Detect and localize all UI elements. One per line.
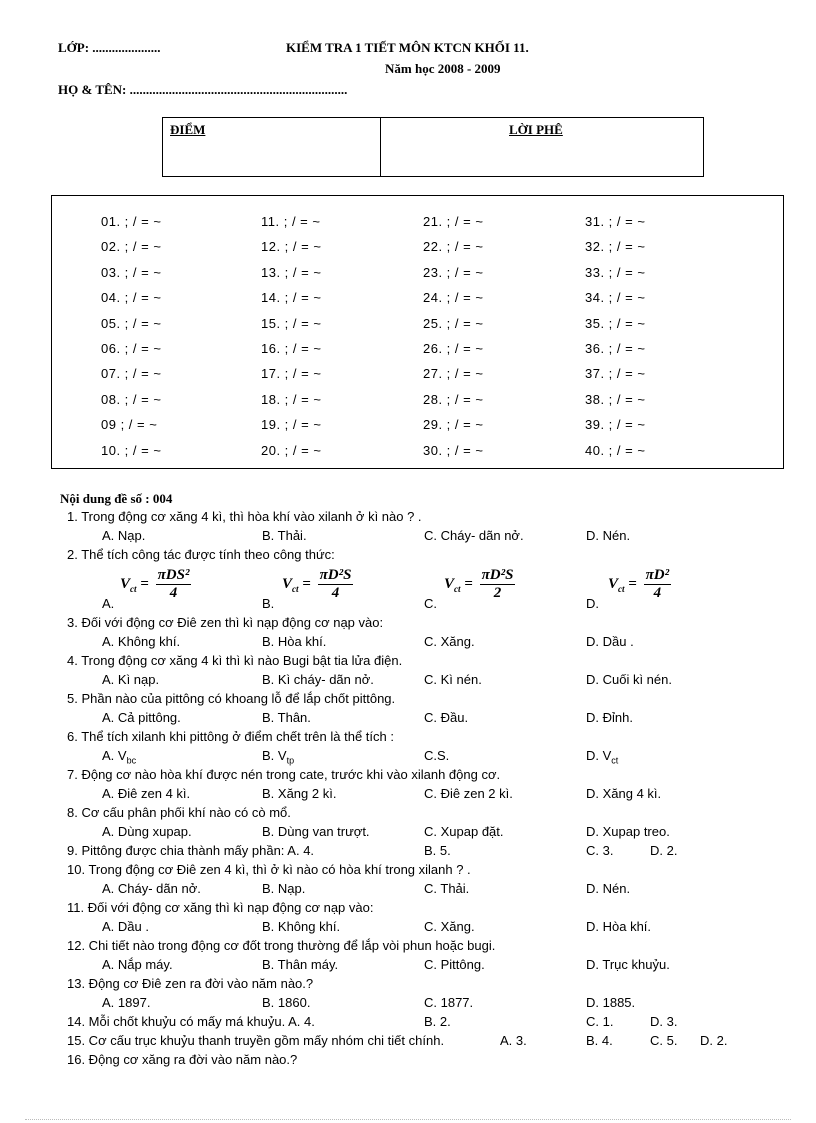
answer-cell: 35. ; / = ~ xyxy=(585,315,646,331)
answer-cell: 05. ; / = ~ xyxy=(101,315,162,331)
answer-cell: 06. ; / = ~ xyxy=(101,340,162,356)
answer-cell: 21. ; / = ~ xyxy=(423,214,484,229)
q6-option-b: B. $V_{tp}$ xyxy=(262,748,295,766)
question-5: 5. Phần nào của pittông có khoang lỗ để lắp chốt pittông. xyxy=(67,691,396,706)
answer-cell: 17. ; / = ~ xyxy=(261,366,322,382)
q2-option-b: B. xyxy=(262,596,275,611)
answer-cell: 25. ; / = ~ xyxy=(423,315,484,331)
answer-column-2 xyxy=(261,214,321,468)
q12-option-c: C. Pittông. xyxy=(424,957,485,972)
q13-option-b: B. 1860. xyxy=(262,995,311,1010)
q15-option-c: C. 5. xyxy=(650,1033,678,1048)
q3-option-a: A. Không khí. xyxy=(102,634,181,649)
question-3: 3. Đối với động cơ Điê zen thì kì nạp động cơ nạp vào: xyxy=(67,615,384,630)
q12-option-b: B. Thân máy. xyxy=(262,957,339,972)
q10-option-a: A. Cháy- dãn nở. xyxy=(102,881,201,896)
q12-option-a: A. Nắp máy. xyxy=(102,957,173,972)
q8-option-a: A. Dùng xupap. xyxy=(102,824,192,839)
question-11: 11. Đối với động cơ xăng thì kì nạp động cơ nạp vào: xyxy=(67,900,374,915)
q10-option-b: B. Nạp. xyxy=(262,881,306,896)
answer-column-1 xyxy=(101,214,161,468)
q13-option-d: D. 1885. xyxy=(586,995,636,1010)
exam-code: Nội dung đề số : 004 xyxy=(60,491,173,506)
q4-option-a: A. Kì nạp. xyxy=(102,672,160,687)
q9-option-d: D. 2. xyxy=(650,843,678,858)
q1-option-d: D. Nén. xyxy=(586,528,631,543)
answer-cell: 39. ; / = ~ xyxy=(585,417,646,433)
q2-option-c: C. xyxy=(424,596,437,611)
answer-column-3 xyxy=(423,214,483,468)
q7-option-b: B. Xăng 2 kì. xyxy=(262,786,337,801)
q7-option-d: D. Xăng 4 kì. xyxy=(586,786,662,801)
answer-cell: 19. ; / = ~ xyxy=(261,417,322,433)
answer-cell: 14. ; / = ~ xyxy=(261,290,322,306)
q14-option-d: D. 3. xyxy=(650,1014,678,1029)
q11-option-b: B. Không khí. xyxy=(262,919,341,934)
q6-option-d: D. $V_{ct}$ xyxy=(586,748,619,766)
formula-c: $V_{ct}$ = $\frac{\text{πD²S}}{2}$ xyxy=(444,567,514,601)
answer-cell: 10. ; / = ~ xyxy=(101,442,162,458)
score-label: ĐIỂM xyxy=(170,122,206,137)
q5-option-c: C. Đầu. xyxy=(424,710,469,725)
q15-option-b: B. 4. xyxy=(586,1033,613,1048)
answer-cell: 27. ; / = ~ xyxy=(423,366,484,382)
answer-cell: 08. ; / = ~ xyxy=(101,391,162,407)
formula-b: $V_{ct}$ = $\frac{\text{πD²S}}{4}$ xyxy=(282,567,352,601)
q3-option-c: C. Xăng. xyxy=(424,634,475,649)
answer-cell: 33. ; / = ~ xyxy=(585,264,646,280)
comment-label: LỜI PHÊ xyxy=(509,122,563,137)
q7-option-a: A. Điê zen 4 kì. xyxy=(102,786,191,801)
q15-option-d: D. 2. xyxy=(700,1033,728,1048)
q5-option-a: A. Cả pittông. xyxy=(102,710,181,725)
q1-option-a: A. Nạp. xyxy=(102,528,146,543)
question-13: 13. Động cơ Điê zen ra đời vào năm nào.? xyxy=(67,976,314,991)
formula-d: $V_{ct}$ = $\frac{\text{πD²}}{4}$ xyxy=(608,567,670,601)
grade-box-divider xyxy=(380,118,381,176)
q14-option-c: C. 1. xyxy=(586,1014,614,1029)
q1-option-b: B. Thải. xyxy=(262,528,307,543)
answer-cell: 12. ; / = ~ xyxy=(261,239,322,255)
q4-option-d: D. Cuối kì nén. xyxy=(586,672,672,687)
q2-option-a: A. xyxy=(102,596,115,611)
q6-option-a: A. $V_{bc}$ xyxy=(102,748,137,766)
question-7: 7. Động cơ nào hòa khí được nén trong cate, trước khi vào xilanh động cơ. xyxy=(67,767,501,782)
q10-option-c: C. Thải. xyxy=(424,881,470,896)
answer-cell: 18. ; / = ~ xyxy=(261,391,322,407)
q11-option-a: A. Dầu . xyxy=(102,919,149,934)
grade-box xyxy=(162,117,704,177)
name-label: HỌ & TÊN: ................................................................... xyxy=(58,82,348,97)
answer-cell: 38. ; / = ~ xyxy=(585,391,646,407)
answer-cell: 03. ; / = ~ xyxy=(101,264,162,280)
answer-cell: 20. ; / = ~ xyxy=(261,442,322,458)
q6-option-c: C.S. xyxy=(424,748,450,763)
answer-cell: 28. ; / = ~ xyxy=(423,391,484,407)
question-9: 9. Pittông được chia thành mấy phần: A. 4. xyxy=(67,843,315,858)
answer-grid xyxy=(51,195,784,469)
answer-cell: 22. ; / = ~ xyxy=(423,239,484,255)
q4-option-b: B. Kì cháy- dãn nở. xyxy=(262,672,374,687)
q7-option-c: C. Điê zen 2 kì. xyxy=(424,786,513,801)
answer-cell: 23. ; / = ~ xyxy=(423,264,484,280)
question-4: 4. Trong động cơ xăng 4 kì thì kì nào Bugi bật tia lửa điện. xyxy=(67,653,403,668)
q15-option-a: A. 3. xyxy=(500,1033,527,1048)
answer-cell: 15. ; / = ~ xyxy=(261,315,322,331)
q8-option-d: D. Xupap treo. xyxy=(586,824,670,839)
answer-cell: 09 ; / = ~ xyxy=(101,417,158,433)
answer-cell: 29. ; / = ~ xyxy=(423,417,484,433)
page-bottom-rule xyxy=(25,1119,791,1120)
answer-column-4 xyxy=(585,214,645,468)
answer-cell: 13. ; / = ~ xyxy=(261,264,322,280)
q4-option-c: C. Kì nén. xyxy=(424,672,482,687)
question-14: 14. Mỗi chốt khuỷu có mấy má khuỷu. A. 4. xyxy=(67,1014,315,1029)
q1-option-c: C. Cháy- dãn nở. xyxy=(424,528,524,543)
q5-option-b: B. Thân. xyxy=(262,710,311,725)
question-6: 6. Thể tích xilanh khi pittông ở điểm chết trên là thể tích : xyxy=(67,729,394,744)
answer-cell: 36. ; / = ~ xyxy=(585,340,646,356)
answer-cell: 07. ; / = ~ xyxy=(101,366,162,382)
q10-option-d: D. Nén. xyxy=(586,881,631,896)
answer-cell: 11. ; / = ~ xyxy=(261,214,321,229)
q5-option-d: D. Đỉnh. xyxy=(586,710,633,725)
q9-option-c: C. 3. xyxy=(586,843,614,858)
q14-option-b: B. 2. xyxy=(424,1014,451,1029)
answer-cell: 34. ; / = ~ xyxy=(585,290,646,306)
question-2: 2. Thể tích công tác được tính theo công thức: xyxy=(67,547,335,562)
class-label: LỚP: ..................... xyxy=(58,40,161,55)
answer-cell: 04. ; / = ~ xyxy=(101,290,162,306)
exam-title: KIỂM TRA 1 TIẾT MÔN KTCN KHỐI 11. xyxy=(286,40,529,55)
q9-option-b: B. 5. xyxy=(424,843,451,858)
answer-cell: 30. ; / = ~ xyxy=(423,442,484,458)
q12-option-d: D. Trục khuỷu. xyxy=(586,957,670,972)
answer-cell: 24. ; / = ~ xyxy=(423,290,484,306)
q3-option-d: D. Dầu . xyxy=(586,634,634,649)
q2-option-d: D. xyxy=(586,596,599,611)
answer-cell: 37. ; / = ~ xyxy=(585,366,646,382)
question-12: 12. Chi tiết nào trong động cơ đốt trong thường để lắp vòi phun hoặc bugi. xyxy=(67,938,496,953)
q13-option-c: C. 1877. xyxy=(424,995,474,1010)
q13-option-a: A. 1897. xyxy=(102,995,151,1010)
formula-a: $V_{ct}$ = $\frac{\text{πDS²}}{4}$ xyxy=(120,567,190,601)
answer-cell: 26. ; / = ~ xyxy=(423,340,484,356)
answer-cell: 02. ; / = ~ xyxy=(101,239,162,255)
q11-option-c: C. Xăng. xyxy=(424,919,475,934)
q8-option-b: B. Dùng van trượt. xyxy=(262,824,370,839)
answer-cell: 32. ; / = ~ xyxy=(585,239,646,255)
question-16: 16. Động cơ xăng ra đời vào năm nào.? xyxy=(67,1052,298,1067)
q8-option-c: C. Xupap đặt. xyxy=(424,824,504,839)
answer-cell: 01. ; / = ~ xyxy=(101,214,162,229)
question-8: 8. Cơ cấu phân phối khí nào có cò mổ. xyxy=(67,805,291,820)
answer-cell: 40. ; / = ~ xyxy=(585,442,646,458)
question-10: 10. Trong động cơ Điê zen 4 kì, thì ở kì nào có hòa khí trong xilanh ? . xyxy=(67,862,471,877)
question-15: 15. Cơ cấu trục khuỷu thanh truyền gồm mấy nhóm chi tiết chính. xyxy=(67,1033,445,1048)
answer-cell: 31. ; / = ~ xyxy=(585,214,646,229)
question-1: 1. Trong động cơ xăng 4 kì, thì hòa khí vào xilanh ở kì nào ? . xyxy=(67,509,422,524)
answer-cell: 16. ; / = ~ xyxy=(261,340,322,356)
school-year: Năm học 2008 - 2009 xyxy=(385,61,501,76)
q11-option-d: D. Hòa khí. xyxy=(586,919,652,934)
q3-option-b: B. Hòa khí. xyxy=(262,634,327,649)
